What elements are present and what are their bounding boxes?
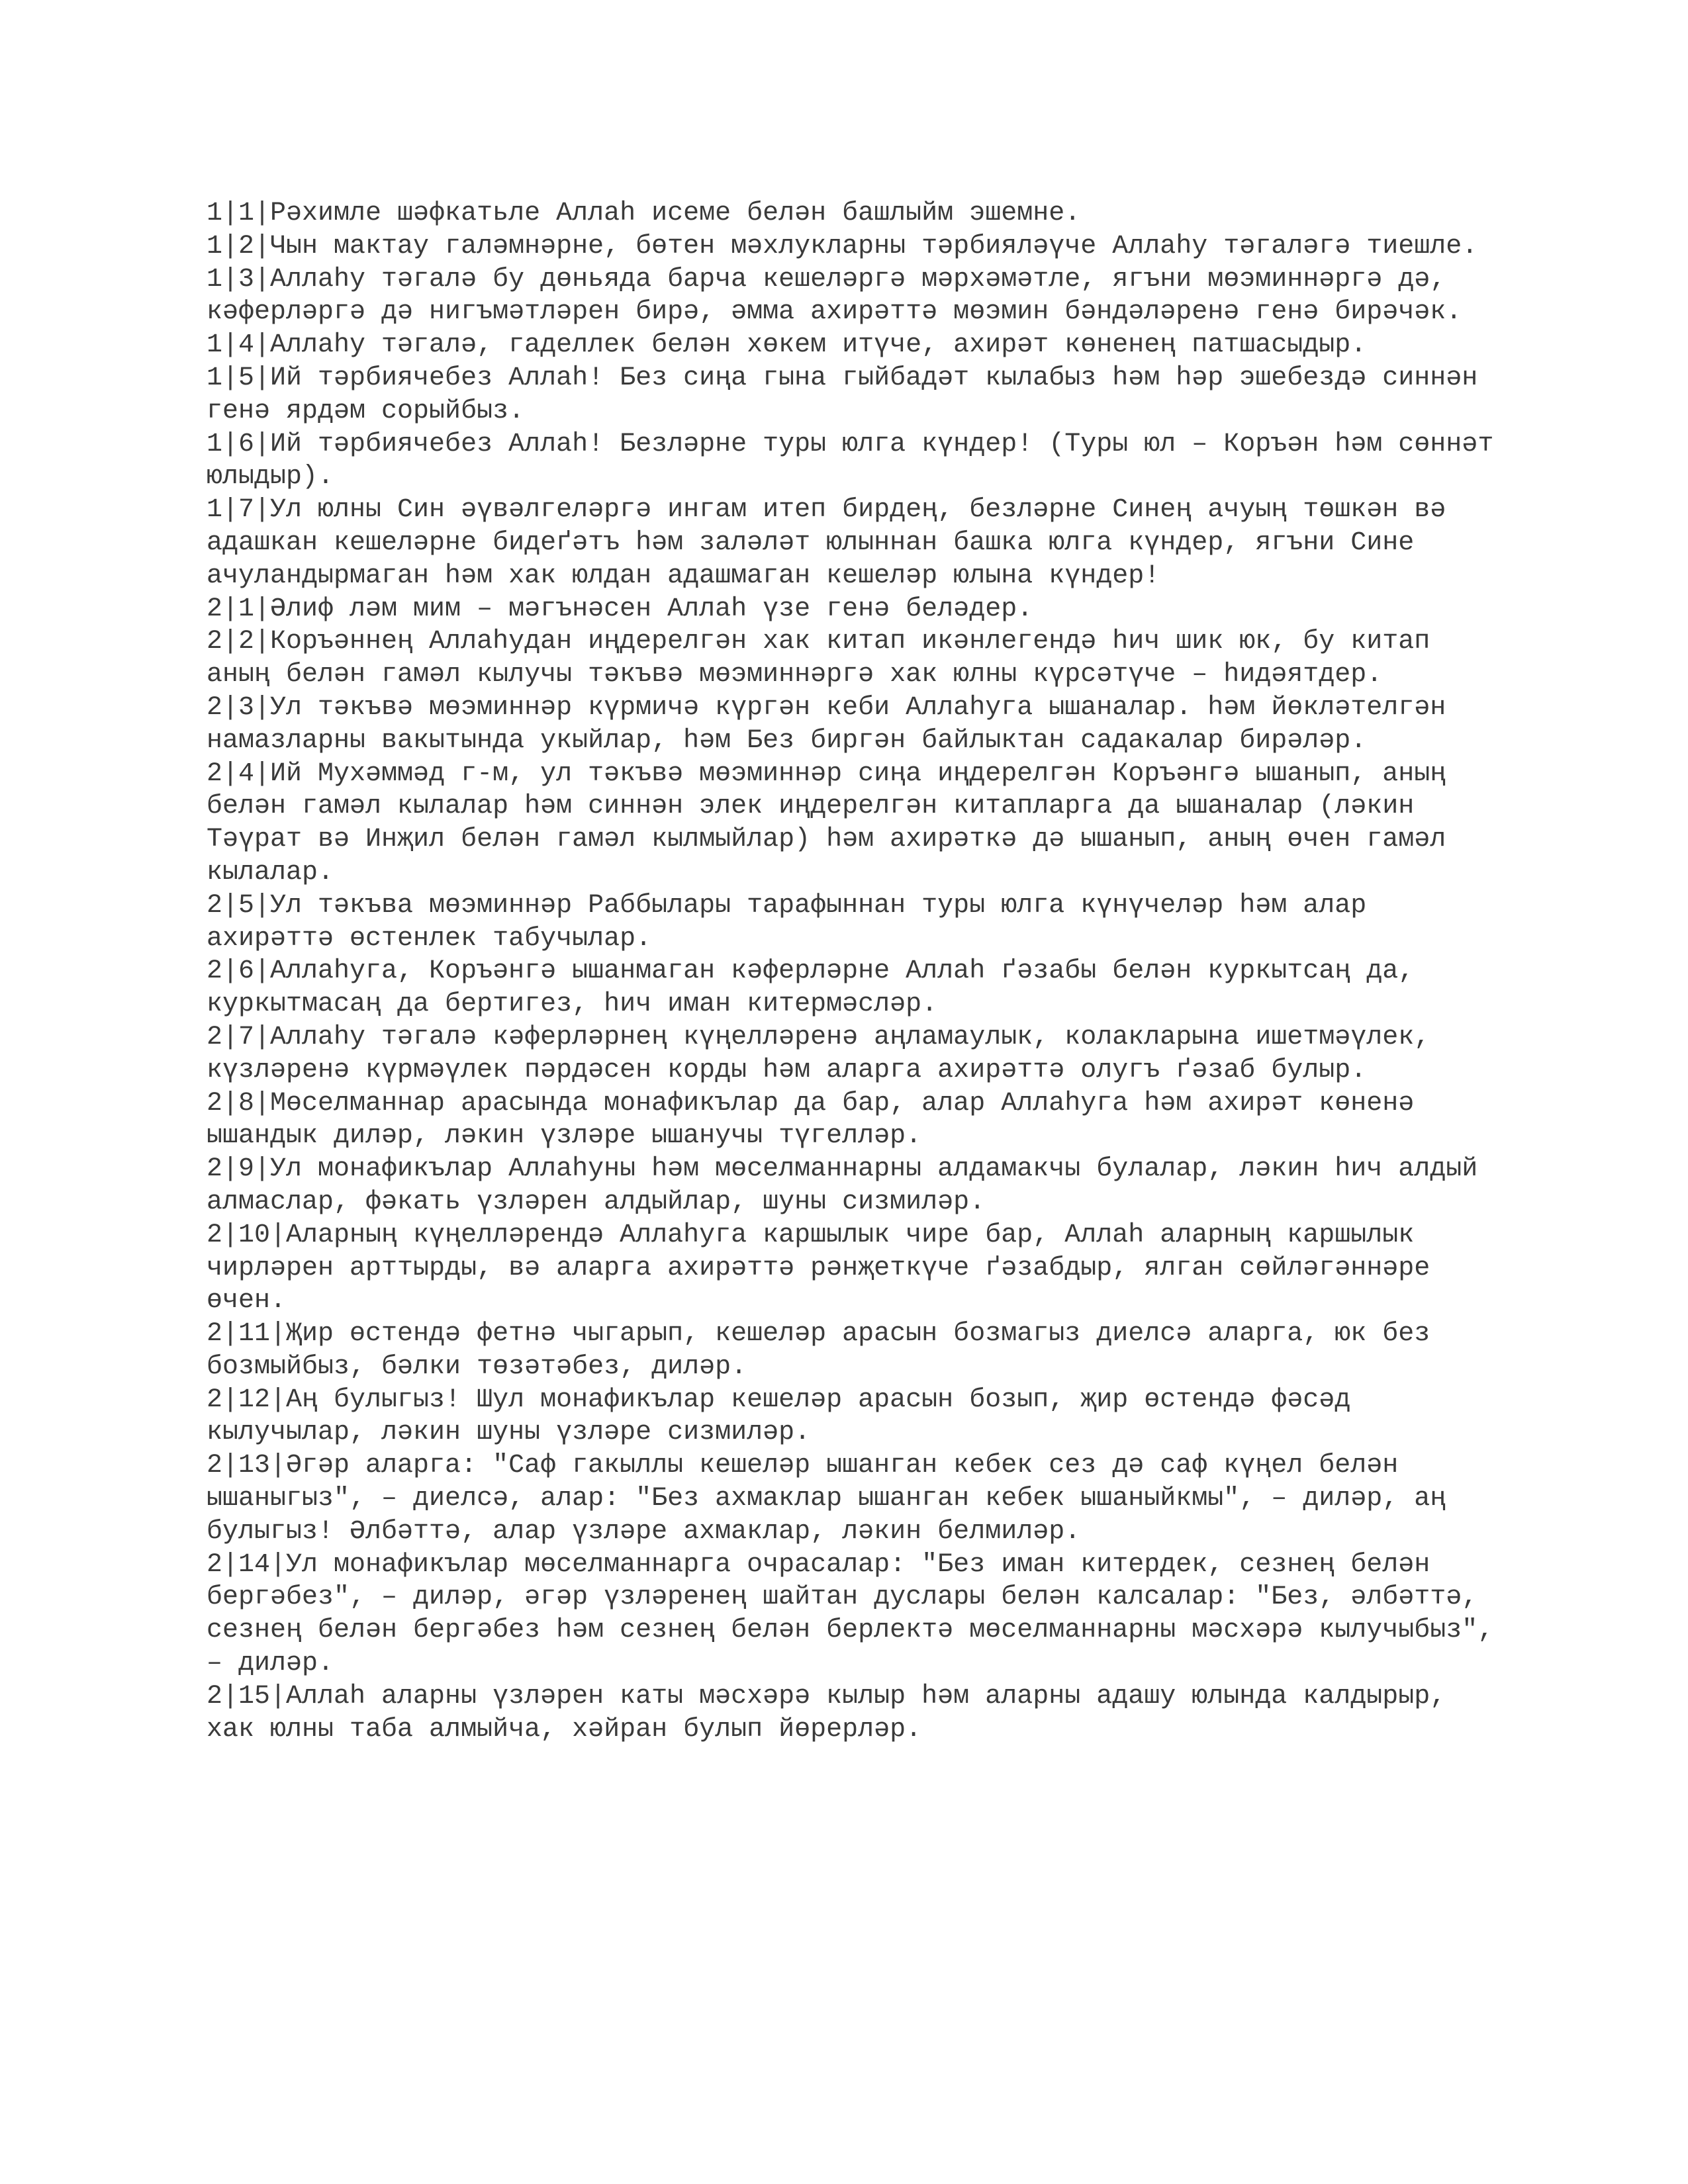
verse-line: 2|4|Ий Мухәммәд г-м, ул тәкъвә мөэминнәр сиңа иңдерелгән Коръәнгә ышанып, аның белән гамәл кылалар һәм синнән элек иңдерелгән китапларга да ышаналар (ләкин Тәүрат вә Инҗил белән гамәл кылмыйлар) һәм ахирәткә дә ышанып, аның өчен гамәл кылалар. [207, 758, 1462, 887]
verse-line: 2|2|Коръәннең Аллаһудан иңдерелгән хак китап икәнлегендә һич шик юк, бу китап аның белән гамәл кылучы тәкъвә мөэминнәргә хак юлны күрсәтүче – һидәятдер. [207, 627, 1446, 690]
verse-line: 2|7|Аллаһу тәгалә кәферләрнең күңелләренә аңламаулык, колакларына ишетмәүлек, күзләренә күрмәүлек пәрдәсен корды һәм аларга ахирәттә олугъ ґәзаб булыр. [207, 1022, 1446, 1085]
verse-line: 2|6|Аллаһуга, Коръәнгә ышанмаган кәферләрне Аллаһ ґәзабы белән куркытсаң да, куркытмасаң да бертигез, һич иман китермәсләр. [207, 956, 1430, 1020]
verse-line: 2|1|Әлиф ләм мим – мәгънәсен Аллаһ үзе генә беләдер. [207, 594, 1033, 624]
document-body [207, 197, 1510, 1746]
verse-line: 2|13|Әгәр аларга: "Саф гакыллы кешеләр ышанган кебек сез дә саф күңел белән ышаныгыз", – диелсә, алар: "Без ахмаклар ышанган кебек ышаныйкмы", – диләр, аң булыгыз! Әлбәттә, алар үзләре ахмаклар, ләкин белмиләр. [207, 1451, 1462, 1547]
verse-line: 2|14|Ул монафикълар мөселманнарга очрасалар: "Без иман китердек, сезнең белән бергәбез", – диләр, әгәр үзләренең шайтан дуслары белән калсалар: "Без, әлбәттә, сезнең белән бергәбез һәм сезнең белән берлектә мөселманнарны мәсхәрә кылучыбыз", – диләр. [207, 1549, 1510, 1679]
verse-line: 2|15|Аллаһ аларны үзләрен каты мәсхәрә кылыр һәм аларны адашу юлында калдырыр, хак юлны таба алмыйча, хәйран булып йөрерләр. [207, 1681, 1462, 1745]
verse-line: 1|5|Ий тәрбиячебез Аллаһ! Без сиңа гына гыйбадәт кылабыз һәм һәр эшебездә синнән генә ярдәм сорыйбыз. [207, 363, 1494, 426]
verse-line: 2|5|Ул тәкъва мөэминнәр Раббылары тарафыннан туры юлга күнүчеләр һәм алар ахирәттә өстенлек табучылар. [207, 890, 1383, 954]
verse-line: 1|3|Аллаһу тәгалә бу дөньяда барча кешеләргә мәрхәмәтле, ягъни мөэминнәргә дә, кәферләргә дә нигъмәтләрен бирә, әмма ахирәттә мөэмин бәндәләренә генә бирәчәк. [207, 264, 1462, 328]
verse-line: 1|1|Рәхимле шәфкатьле Аллаһ исеме белән башлыйм эшемне. [207, 199, 1081, 228]
verse-line: 1|6|Ий тәрбиячебез Аллаһ! Безләрне туры юлга күндер! (Туры юл – Коръән һәм сөннәт юлыдыр). [207, 429, 1510, 492]
verse-line: 1|4|Аллаһу тәгалә, гаделлек белән хөкем итүче, ахирәт көненең патшасыдыр. [207, 330, 1367, 361]
verse-line: 2|3|Ул тәкъвә мөэминнәр күрмичә күргән кеби Аллаһуга ышаналар. һәм йөкләтелгән намазларны вакытында укыйлар, һәм Без биргән байлыктан садакалар бирәләр. [207, 692, 1462, 756]
verse-line: 2|10|Аларның күңелләрендә Аллаһуга каршылык чире бар, Аллаһ аларның каршылык чирләрен арттырды, вә аларга ахирәттә рәнҗеткүче ґәзабдыр, ялган сөйләгәннәре өчен. [207, 1220, 1446, 1316]
verse-line: 2|9|Ул монафикълар Аллаһуны һәм мөселманнарны алдамакчы булалар, ләкин һич алдый алмаслар, фәкать үзләрен алдыйлар, шуны сизмиләр. [207, 1154, 1494, 1217]
verse-line: 2|12|Аң булыгыз! Шул монафикълар кешеләр арасын бозып, җир өстендә фәсәд кылучылар, ләкин шуны үзләре сизмиләр. [207, 1385, 1367, 1448]
verse-line: 2|8|Мөселманнар арасында монафикълар да бар, алар Аллаһуга һәм ахирәт көненә ышандык диләр, ләкин үзләре ышанучы түгелләр. [207, 1088, 1430, 1152]
verse-line: 1|7|Ул юлны Син әүвәлгеләргә ингам итеп бирдең, безләрне Синең ачуың төшкән вә адашкан кешеләрне бидеґәтъ һәм заләләт юлыннан башка юлга күндер, ягъни Сине ачуландырмаган һәм хак юлдан адашмаган кешеләр юлына күндер! [207, 495, 1462, 591]
verse-line: 1|2|Чын мактау галәмнәрне, бөтен мәхлукларны тәрбияләүче Аллаһу тәгаләгә тиешле. [207, 231, 1478, 261]
verse-line: 2|11|Җир өстендә фетнә чыгарып, кешеләр арасын бозмагыз диелсә аларга, юк без бозмыйбыз, бәлки төзәтәбез, диләр. [207, 1319, 1446, 1382]
